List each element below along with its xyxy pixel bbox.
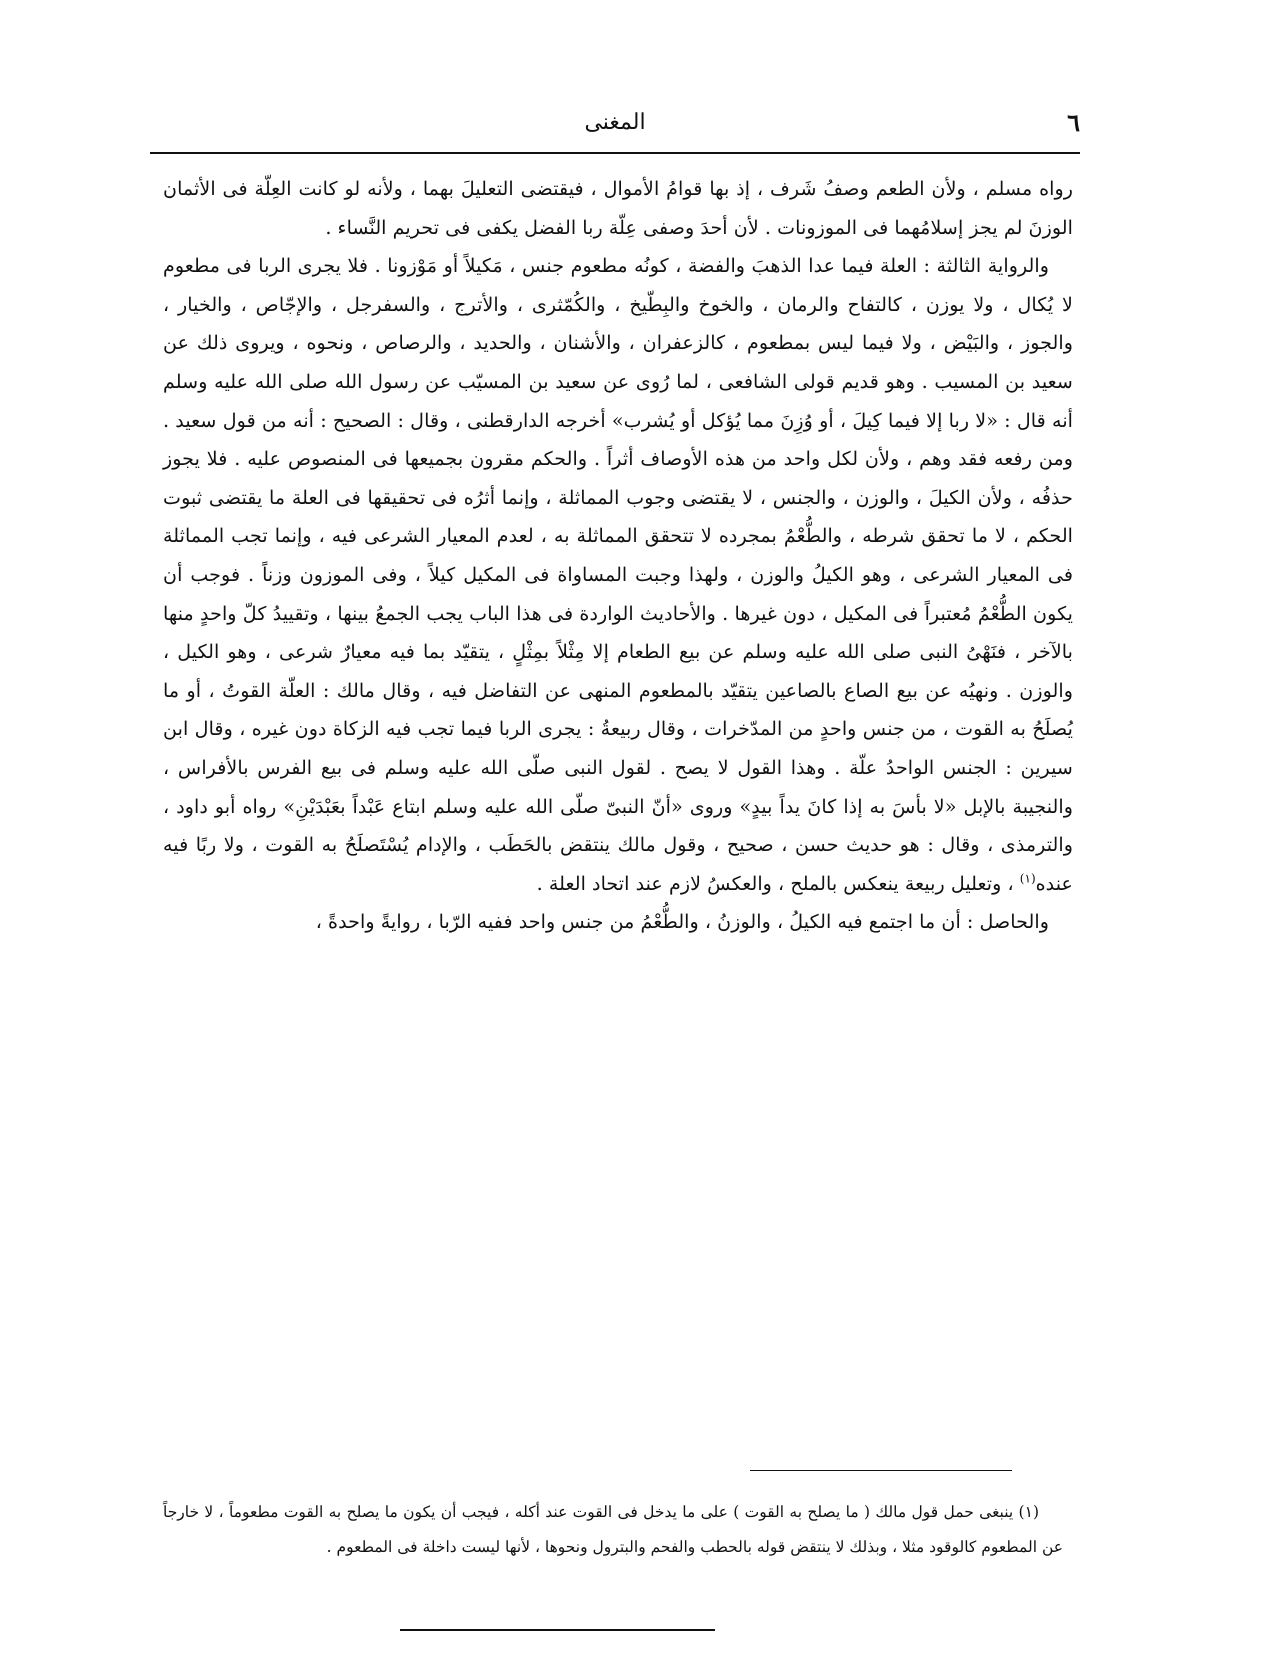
paragraph-2-tail: ، وتعليل ربيعة ينعكس بالملح ، والعكسُ لازم عند اتحاد العلة .	[536, 871, 1020, 895]
paragraph-2-text: والرواية الثالثة : العلة فيما عدا الذهبَ والفضة ، كونُه مطعوم جنس ، مَكيلاً أو مَوْزونا . فلا يجرى الربا فى مطعوم لا يُكال ، ولا يوزن ، كالتفاح والرمان ، والخوخ والبِطّيخ ، والكُمّثرى ، والأترج ، والسفرجل ، والإجّاص ، والخيار ، والجوز ، والبَيْض ، ولا فيما ليس بمطعوم ، كالزعفران ، والأشنان ، والحديد ، والرصاص ، ونحوه ، ويروى ذلك عن سعيد بن المسيب . وهو قديم قولى الشافعى ، لما رُوى عن سعيد بن المسيّب عن رسول الله صلى الله عليه وسلم أنه قال : «لا ربا إلا فيما كِيلَ ، أو وُزِنَ مما يُؤكل أو يُشرب» أخرجه الدارقطنى ، وقال : الصحيح : أنه من قول سعيد . ومن رفعه فقد وهم ، ولأن لكل واحد من هذه الأوصاف أثراً . والحكم مقرون بجميعها فى المنصوص عليه . فلا يجوز حذفُه ، ولأن الكيلَ ، والوزن ، والجنس ، لا يقتضى وجوب المماثلة ، وإنما أثرُه فى تحقيقها فى العلة ما يقتضى ثبوت الحكم ، لا ما تحقق شرطه ، والطُّعْمُ بمجرده لا تتحقق المماثلة به ، لعدم المعيار الشرعى فيه ، وإنما تجب المماثلة فى المعيار الشرعى ، وهو الكيلُ والوزن ، ولهذا وجبت المساواة فى المكيل كيلاً ، وفى الموزون وزناً . فوجب أن يكون الطُّعْمُ مُعتبراً فى المكيل ، دون غيرها . والأحاديث الواردة فى هذا الباب يجب الجمعُ بينها ، وتقييدُ كلّ واحدٍ منها بالآخر ، فنَهْىُ النبى صلى الله عليه وسلم عن بيع الطعام إلا مِثْلاً بمِثْلٍ ، يتقيّد بما فيه معيارٌ شرعى ، وهو الكيل ، والوزن . ونهيُه عن بيع الصاع بالصاعين يتقيّد بالمطعوم المنهى عن التفاضل فيه ، وقال مالك : العلّة القوتُ ، أو ما يُصلَحُ به القوت ، من جنس واحدٍ من المدّخرات ، وقال ربيعةُ : يجرى الربا فيما تجب فيه الزكاة دون غيره ، وقال ابن سيرين : الجنس الواحدُ علّة . وهذا القول لا يصح . لقول النبى صلّى الله عليه وسلم فى بيع الفرس بالأفراس ، والنجيبة بالإبل «لا بأسَ به إذا كانَ يداً بيدٍ» وروى «أنّ النبىّ صلّى الله عليه وسلم ابتاع عَبْداً بعَبْدَيْنِ» رواه أبو داود ، والترمذى ، وقال : هو حديث حسن ، صحيح ، وقول مالك ينتقض بالحَطَب ، والإدام يُسْتَصلَحُ به القوت ، ولا ربًا فيه عنده	[163, 254, 1073, 895]
page-number: ٦	[1067, 108, 1080, 137]
header-rule	[150, 152, 1080, 154]
paragraph-2	[163, 247, 1073, 903]
running-title: المغنى	[584, 110, 646, 135]
bottom-rule	[400, 1629, 715, 1631]
footnote-1: (١) ينبغى حمل قول مالك ( ما يصلح به القوت ) على ما يدخل فى القوت عند أكله ، فيجب أن يكون ما يصلح به القوت مطعوماً ، لا خارجاً عن المطعوم كالوقود مثلا ، وبذلك لا ينتقض قوله بالحطب والفحم والبترول ونحوها ، لأنها ليست داخلة فى المطعوم .	[163, 1503, 1063, 1556]
footnote-separator	[750, 1470, 1012, 1471]
footnotes	[163, 1495, 1063, 1565]
page-header	[150, 108, 1080, 152]
main-text	[163, 170, 1073, 942]
footnote-reference[interactable]: (١)	[1019, 871, 1036, 886]
paragraph-3: والحاصل : أن ما اجتمع فيه الكيلُ ، والوزنُ ، والطُّعْمُ من جنس واحد ففيه الرّبا ، روايةً واحدةً ،	[315, 910, 1049, 934]
paragraph-1: رواه مسلم ، ولأن الطعم وصفُ شَرف ، إذ بها قوامُ الأموال ، فيقتضى التعليلَ بهما ، ولأنه لو كانت العِلّة فى الأثمان الوزنَ لم يجز إسلامُهما فى الموزونات . لأن أحدَ وصفى عِلّة ربا الفضل يكفى فى تحريم النَّساء .	[163, 177, 1073, 239]
